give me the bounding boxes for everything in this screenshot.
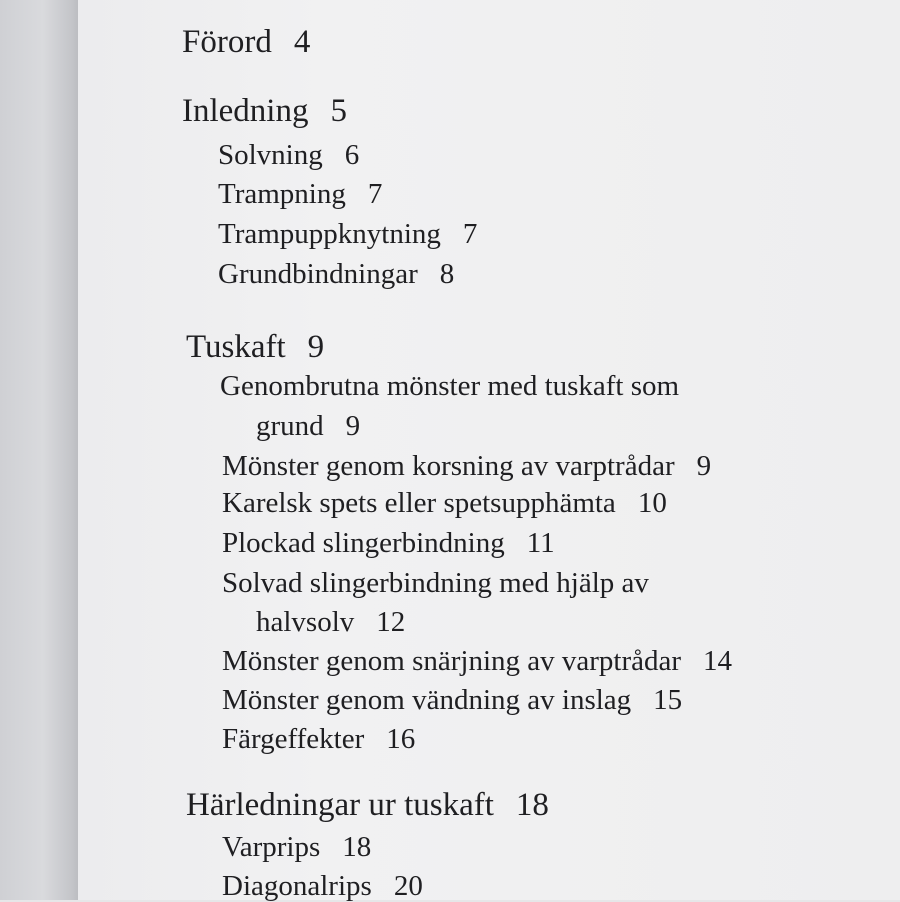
toc-entry-trampning <box>218 180 382 209</box>
toc-entry-title: Solvning <box>218 139 323 171</box>
toc-chapter-tuskaft <box>186 331 324 364</box>
toc-entry-title-cont: grund <box>256 410 324 442</box>
toc-page-number: 9 <box>345 410 361 442</box>
toc-entry-title: Mönster genom korsning av varptrådar <box>222 450 675 482</box>
toc-entry-title: Plockad slingerbindning <box>222 527 505 559</box>
toc-entry-title: Mönster genom snärjning av varptrådar <box>222 645 682 677</box>
toc-chapter-forord <box>182 26 310 59</box>
toc-page-number: 6 <box>344 139 360 171</box>
toc-entry-title: Varprips <box>222 831 321 863</box>
toc-page-number: 10 <box>637 487 667 519</box>
toc-entry-vandning <box>222 686 682 715</box>
toc-chapter-title: Inledning <box>182 93 309 129</box>
toc-entry-title: Genombrutna mönster med tuskaft som <box>220 370 680 402</box>
toc-entry-snarjning <box>222 647 732 676</box>
toc-entry-solvad-cont <box>256 608 405 637</box>
toc-entry-solvad <box>222 569 649 598</box>
toc-entry-genombrutna-cont <box>256 412 360 441</box>
toc-entry-solvning <box>218 141 359 170</box>
toc-chapter-title: Tuskaft <box>186 329 286 365</box>
toc-page-number: 15 <box>653 684 683 716</box>
toc-page-number: 18 <box>342 831 372 863</box>
toc-entry-title: Mönster genom vändning av inslag <box>222 684 632 716</box>
toc-chapter-title: Härledningar ur tuskaft <box>186 787 494 823</box>
toc-entry-title: Solvad slingerbindning med hjälp av <box>222 567 649 599</box>
toc-entry-title: Grundbindningar <box>218 258 418 290</box>
toc-entry-title: Diagonalrips <box>222 870 372 902</box>
toc-page-number: 16 <box>386 723 416 755</box>
toc-entry-title-cont: halvsolv <box>256 606 355 638</box>
toc-page-number: 20 <box>393 870 423 902</box>
toc-page-number: 12 <box>376 606 406 638</box>
toc-entry-grundbindningar <box>218 260 454 289</box>
toc-entry-title: Karelsk spets eller spetsupphämta <box>222 487 616 519</box>
toc-chapter-title: Förord <box>182 24 272 60</box>
toc-page-number: 11 <box>526 527 555 559</box>
toc-page-number: 7 <box>367 178 383 210</box>
book-gutter-shadow <box>0 0 78 900</box>
toc-page-number: 9 <box>307 329 325 365</box>
toc-entry-fargeffekter <box>222 725 415 754</box>
toc-page-number: 4 <box>293 24 311 60</box>
toc-page-number: 7 <box>462 218 478 250</box>
toc-entry-varprips <box>222 833 371 862</box>
toc-entry-plockad <box>222 529 555 558</box>
toc-page-number: 5 <box>330 93 347 129</box>
toc-entry-korsning <box>222 452 711 481</box>
toc-chapter-inledning <box>182 95 347 128</box>
toc-entry-diagonalrips <box>222 872 423 901</box>
toc-page-number: 18 <box>515 787 549 823</box>
toc-entry-karelsk <box>222 489 667 518</box>
toc-page-number: 14 <box>703 645 733 677</box>
toc-entry-title: Trampuppknytning <box>218 218 441 250</box>
toc-entry-trampuppknytning <box>218 220 477 249</box>
toc-entry-genombrutna <box>220 372 679 401</box>
toc-page-number: 9 <box>696 450 712 482</box>
toc-page-number: 8 <box>439 258 455 290</box>
toc-chapter-harledningar <box>186 789 549 822</box>
toc-entry-title: Trampning <box>218 178 346 210</box>
toc-entry-title: Färgeffekter <box>222 723 365 755</box>
